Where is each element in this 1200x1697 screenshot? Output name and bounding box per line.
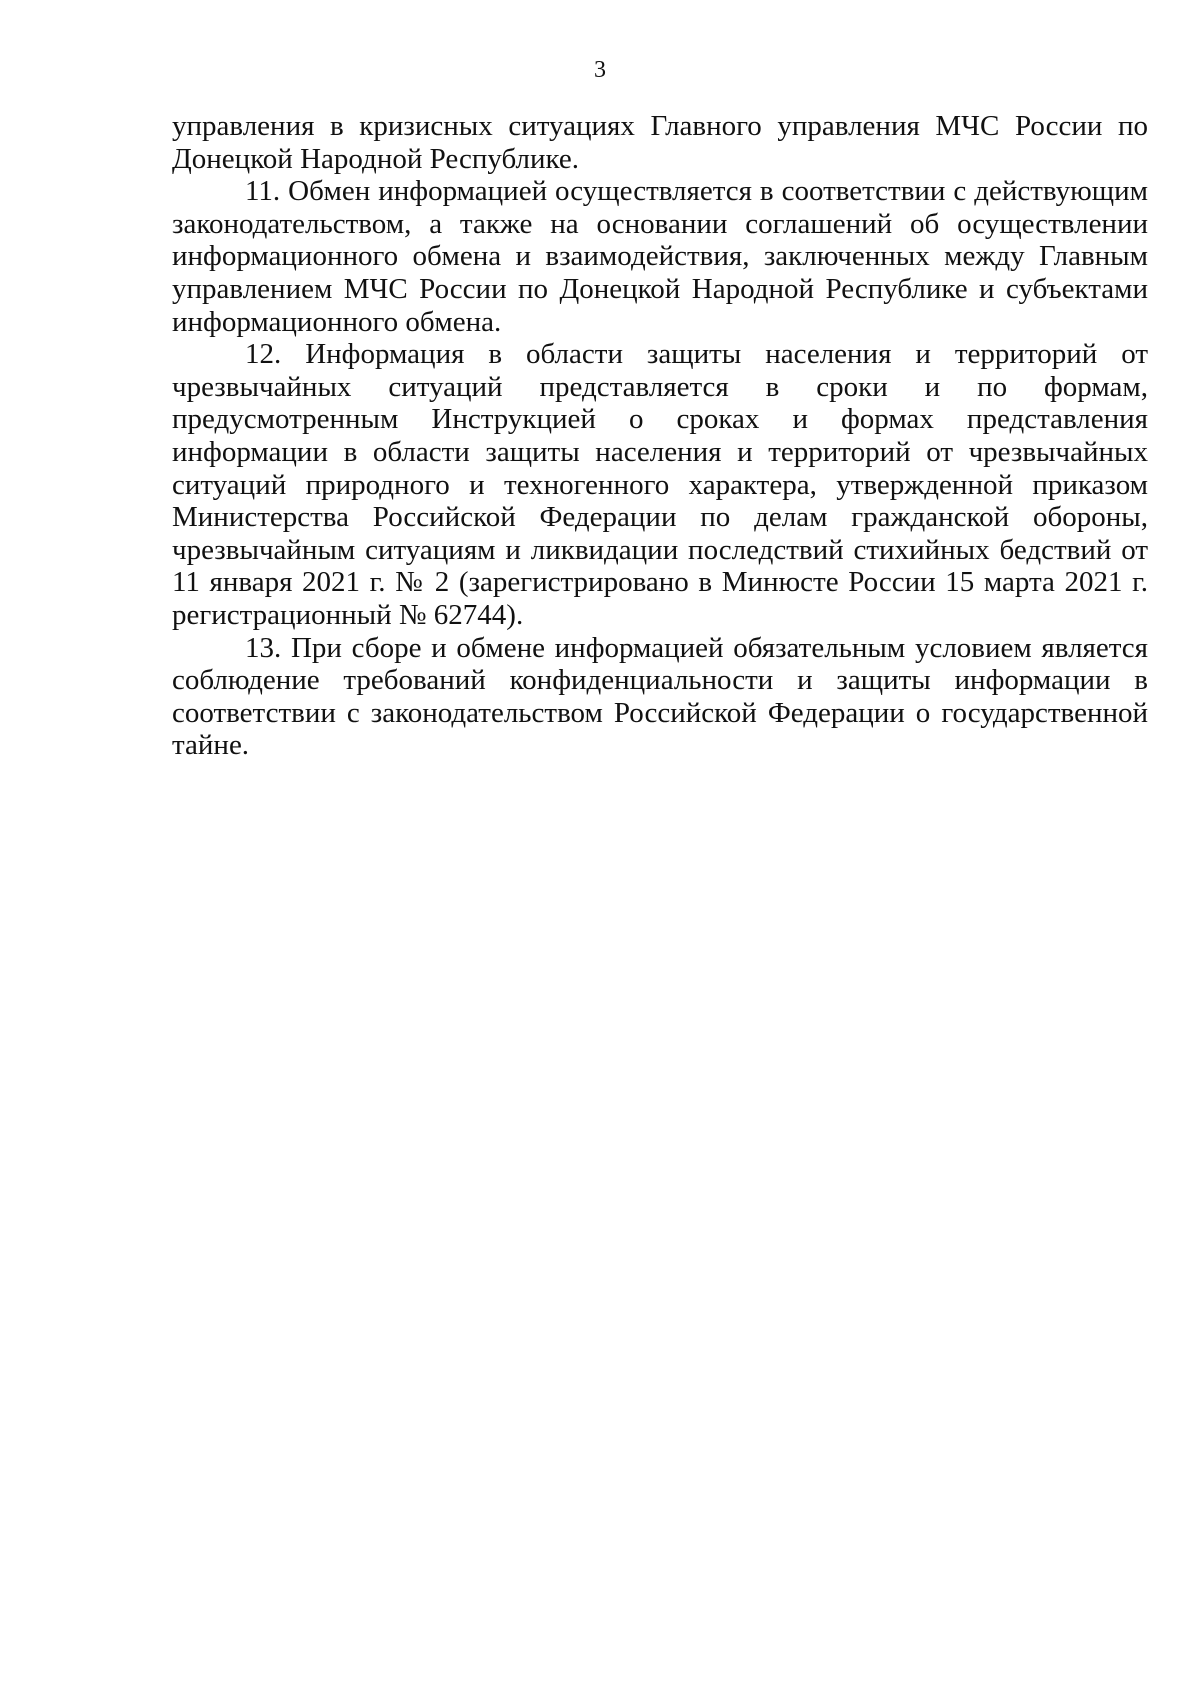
paragraph-12: 12. Информация в области защиты населения и территорий от чрезвычайных ситуаций представляется в сроки и по формам, предусмотренным Инструкцией о сроках и формах представления информации в области защиты населения и территорий от чрезвычайных ситуаций природного и техногенного характера, утвержденной приказом Министерства Российской Федерации по делам гражданской обороны, чрезвычайным ситуациям и ликвидации последствий стихийных бедствий от 11 января 2021 г. № 2 (зарегистрировано в Минюсте России 15 марта 2021 г. регистрационный № 62744). [172, 338, 1148, 631]
page-number: 3 [594, 57, 606, 83]
paragraph-11: 11. Обмен информацией осуществляется в соответствии с действующим законодательством, а также на основании соглашений об осуществлении информационного обмена и взаимодействия, заключенных между Главным управлением МЧС России по Донецкой Народной Республике и субъектами информационного обмена. [172, 175, 1148, 338]
paragraph-continuation: управления в кризисных ситуациях Главного управления МЧС России по Донецкой Народной Республике. [172, 110, 1148, 175]
paragraph-13: 13. При сборе и обмене информацией обязательным условием является соблюдение требований конфиденциальности и защиты информации в соответствии с законодательством Российской Федерации о государственной тайне. [172, 631, 1148, 762]
document-body [172, 110, 1148, 762]
